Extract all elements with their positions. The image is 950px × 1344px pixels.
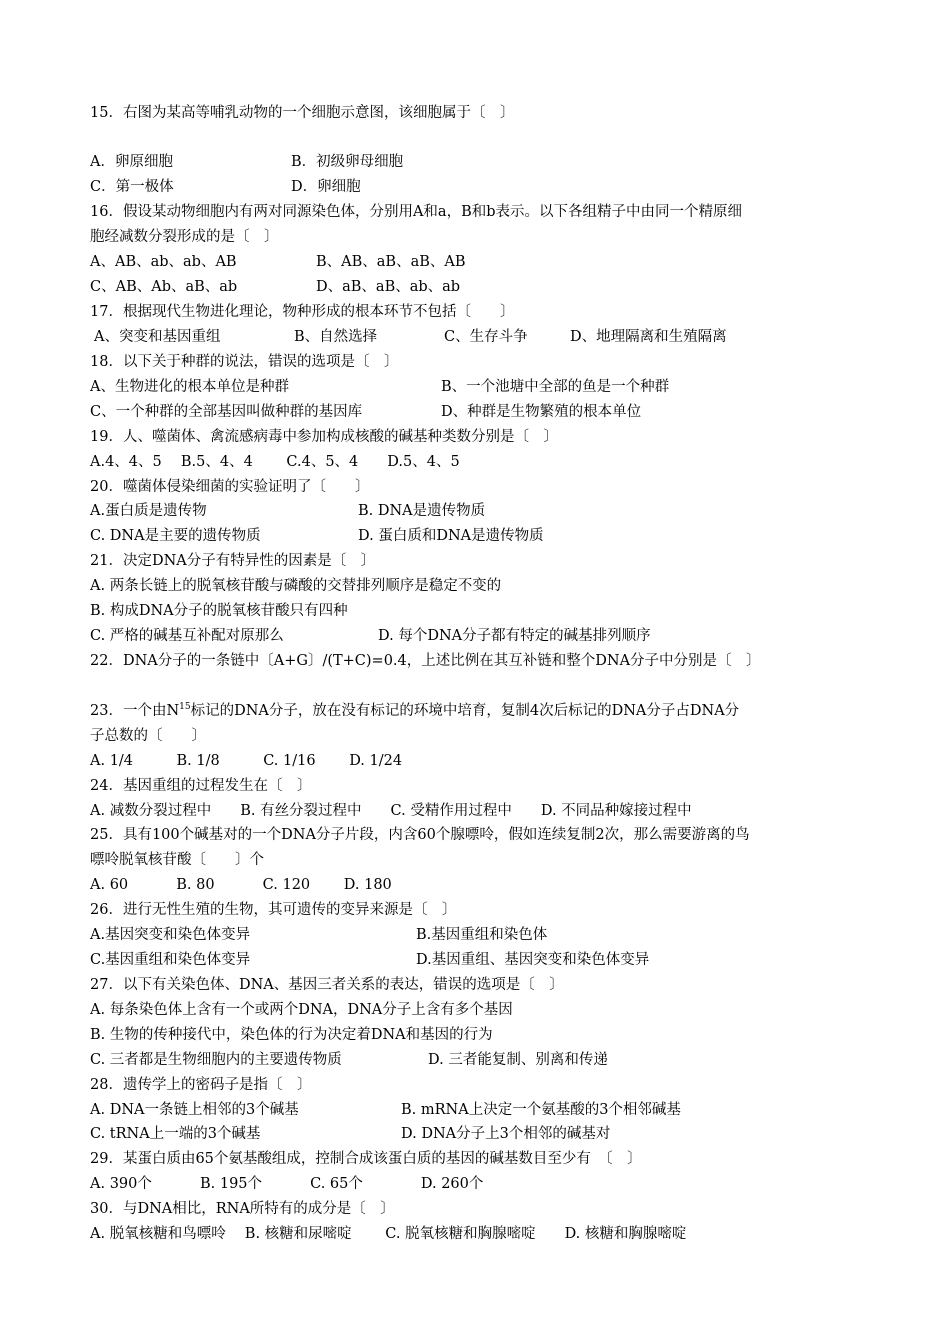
- q17-option-c: C、生存斗争: [444, 329, 528, 345]
- q21-option-b: B. 构成DNA分子的脱氧核苷酸只有四种: [90, 603, 348, 619]
- q28-option-b: B. mRNA上决定一个氨基酸的3个相邻碱基: [401, 1102, 681, 1118]
- question-23-cont: 子总数的〔 〕: [90, 728, 206, 744]
- q29-options: A. 390个 B. 195个 C. 65个 D. 260个: [90, 1176, 484, 1192]
- question-25-cont: 嘌呤脱氧核苷酸〔 〕个: [90, 852, 264, 868]
- q27-option-b: B. 生物的传种接代中，染色体的行为决定着DNA和基因的行为: [90, 1027, 493, 1043]
- q20-option-b: B. DNA是遗传物质: [358, 503, 486, 519]
- q15-option-d: D．卵细胞: [291, 179, 361, 195]
- q30-options: A. 脱氧核糖和鸟嘌呤 B. 核糖和尿嘧啶 C. 脱氧核糖和胸腺嘧啶 D. 核糖和胸腺嘧啶: [90, 1226, 687, 1242]
- q26-option-c: C.基因重组和染色体变异: [90, 952, 251, 968]
- q20-option-c: C. DNA是主要的遗传物质: [90, 528, 261, 544]
- q16-option-a: A、AB、ab、ab、AB: [90, 254, 237, 270]
- q17-option-a: A、突变和基因重组: [94, 329, 221, 345]
- q18-option-a: A、生物进化的根本单位是种群: [90, 379, 289, 395]
- question-17: 17．根据现代生物进化理论，物种形成的根本环节不包括〔 〕: [90, 304, 515, 320]
- q23-options: A. 1/4 B. 1/8 C. 1/16 D. 1/24: [90, 753, 403, 769]
- q28-option-d: D. DNA分子上3个相邻的碱基对: [401, 1126, 611, 1142]
- q17-option-b: B、自然选择: [294, 329, 378, 345]
- question-28: 28．遗传学上的密码子是指〔 〕: [90, 1077, 312, 1093]
- q17-option-d: D、地理隔离和生殖隔离: [570, 329, 727, 345]
- q26-option-b: B.基因重组和染色体: [416, 927, 548, 943]
- question-19: 19．人、噬菌体、禽流感病毒中参加构成核酸的碱基种类数分别是〔 〕: [90, 429, 558, 445]
- q18-option-d: D、种群是生物繁殖的根本单位: [441, 404, 642, 420]
- q27-option-a: A. 每条染色体上含有一个或两个DNA，DNA分子上含有多个基因: [90, 1002, 513, 1018]
- q20-option-d: D. 蛋白质和DNA是遗传物质: [358, 528, 544, 544]
- question-15: 15．右图为某高等哺乳动物的一个细胞示意图，该细胞属于〔 〕: [90, 105, 515, 121]
- question-16-cont: 胞经减数分裂形成的是〔 〕: [90, 229, 279, 245]
- q15-option-a: A．卵原细胞: [90, 154, 173, 170]
- q18-option-c: C、一个种群的全部基因叫做种群的基因库: [90, 404, 363, 420]
- question-27: 27．以下有关染色体、DNA、基因三者关系的表达，错误的选项是〔 〕: [90, 977, 564, 993]
- q26-option-a: A.基因突变和染色体变异: [90, 927, 251, 943]
- question-18: 18．以下关于种群的说法，错误的选项是〔 〕: [90, 354, 399, 370]
- q25-options: A. 60 B. 80 C. 120 D. 180: [90, 877, 392, 893]
- question-16: 16．假设某动物细胞内有两对同源染色体，分别用A和a，B和b表示。以下各组精子中由同一个精原细: [90, 204, 743, 220]
- q23-suffix: 标记的DNA分子，放在没有标记的环境中培育，复制4次后标记的DNA分子占DNA分: [190, 703, 740, 719]
- q19-options: A.4、4、5 B.5、4、4 C.4、5、4 D.5、4、5: [90, 454, 460, 470]
- q28-option-a: A. DNA一条链上相邻的3个碱基: [90, 1102, 299, 1118]
- q15-option-c: C．第一极体: [90, 179, 174, 195]
- q16-option-b: B、AB、aB、aB、AB: [316, 254, 466, 270]
- q16-option-d: D、aB、aB、ab、ab: [316, 279, 461, 295]
- question-25: 25．具有100个碱基对的一个DNA分子片段，内含60个腺嘌呤，假如连续复制2次，那么需要游离的鸟: [90, 827, 750, 843]
- q27-option-d: D. 三者能复制、别离和传递: [428, 1052, 608, 1068]
- q28-option-c: C. tRNA上一端的3个碱基: [90, 1126, 261, 1142]
- q23-prefix: 23．一个由N: [90, 703, 180, 719]
- question-23: [90, 701, 739, 721]
- question-20: 20．噬菌体侵染细菌的实验证明了〔 〕: [90, 479, 370, 495]
- q24-options: A. 减数分裂过程中 B. 有丝分裂过程中 C. 受精作用过程中 D. 不同品种嫁接过程中: [90, 803, 692, 819]
- q23-superscript: 15: [179, 702, 191, 713]
- question-21: 21．决定DNA分子有特异性的因素是〔 〕: [90, 553, 376, 569]
- question-29: 29．某蛋白质由65个氨基酸组成，控制合成该蛋白质的基因的碱基数目至少有 〔 〕: [90, 1151, 642, 1167]
- q21-option-a: A. 两条长链上的脱氧核苷酸与磷酸的交替排列顺序是稳定不变的: [90, 578, 502, 594]
- question-30: 30．与DNA相比，RNA所特有的成分是〔 〕: [90, 1201, 395, 1217]
- q15-option-b: B．初级卵母细胞: [291, 154, 404, 170]
- q16-option-c: C、AB、Ab、aB、ab: [90, 279, 238, 295]
- q21-option-d: D. 每个DNA分子都有特定的碱基排列顺序: [378, 628, 651, 644]
- q27-option-c: C. 三者都是生物细胞内的主要遗传物质: [90, 1052, 342, 1068]
- question-22: 22．DNA分子的一条链中〔A+G〕/(T+C)=0.4，上述比例在其互补链和整个DNA分子中分别是〔 〕: [90, 653, 761, 669]
- q18-option-b: B、一个池塘中全部的鱼是一个种群: [441, 379, 670, 395]
- q21-option-c: C. 严格的碱基互补配对原那么: [90, 628, 284, 644]
- question-26: 26．进行无性生殖的生物，其可遗传的变异来源是〔 〕: [90, 902, 457, 918]
- q26-option-d: D.基因重组、基因突变和染色体变异: [416, 952, 650, 968]
- question-24: 24．基因重组的过程发生在〔 〕: [90, 778, 312, 794]
- q20-option-a: A.蛋白质是遗传物: [90, 503, 207, 519]
